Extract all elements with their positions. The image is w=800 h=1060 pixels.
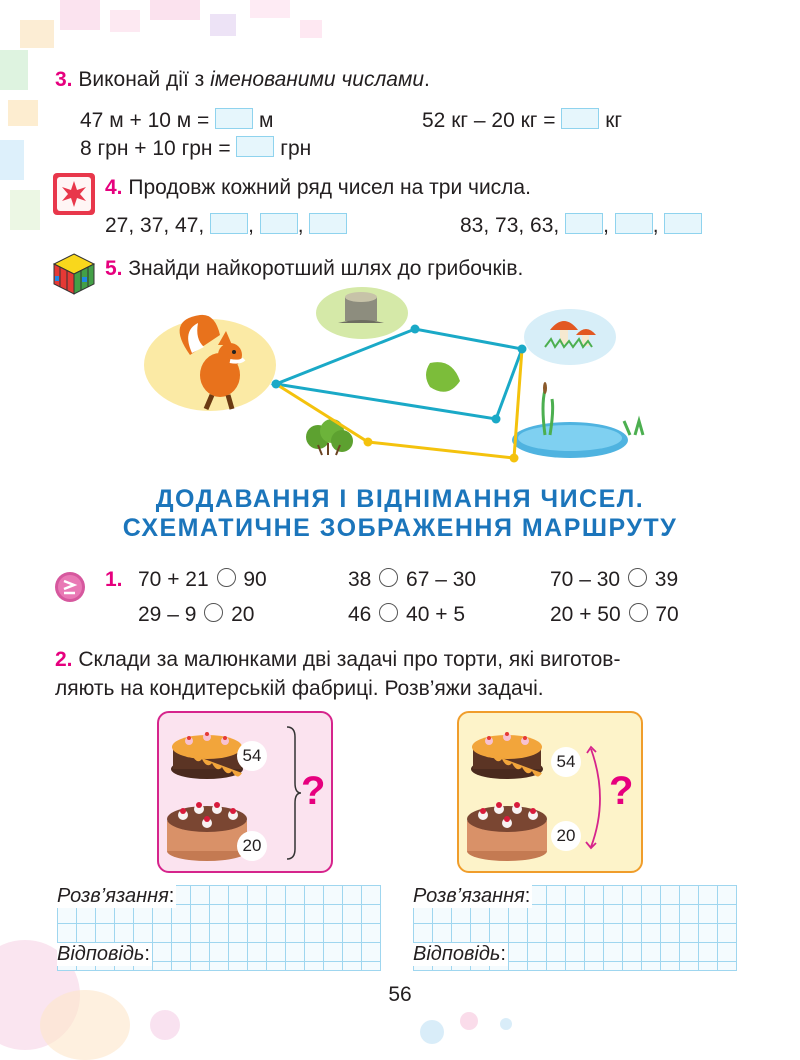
left-operand: 29 – 9 xyxy=(138,603,197,626)
answer-box[interactable] xyxy=(565,213,603,234)
left-operand: 70 – 30 xyxy=(550,568,621,591)
task5-title xyxy=(105,257,523,281)
task4-text: Продовж кожний ряд чисел на три числа. xyxy=(128,176,531,199)
task2-line1 xyxy=(55,648,620,672)
comma: , xyxy=(297,214,304,237)
answer-box[interactable] xyxy=(561,108,599,129)
compare-r2c3 xyxy=(550,603,679,627)
pond-icon xyxy=(512,382,643,458)
expression-text: 47 м + 10 м = xyxy=(80,109,210,132)
compare-r1c3 xyxy=(550,568,678,592)
right-operand: 20 xyxy=(231,603,255,626)
task3-expression-3 xyxy=(80,136,311,161)
answer-box[interactable] xyxy=(210,213,248,234)
compare-circle[interactable] xyxy=(379,568,398,587)
expression-text: 52 кг – 20 кг = xyxy=(422,109,556,132)
bush-icon xyxy=(306,419,353,455)
double-arrow-icon xyxy=(585,743,611,853)
answer-box[interactable] xyxy=(615,213,653,234)
compare-icon xyxy=(53,570,87,604)
left-operand: 20 + 50 xyxy=(550,603,621,626)
question-mark: ? xyxy=(609,769,634,813)
unit-label: м xyxy=(258,109,274,132)
answer-label: Відповідь: xyxy=(413,943,506,965)
task3-expression-2 xyxy=(422,108,622,133)
unit-label: грн xyxy=(280,137,312,160)
question-mark: ? xyxy=(301,769,326,813)
task5-text: Знайди найкоротший шлях до грибочків. xyxy=(128,257,524,280)
compare-number-label: 1. xyxy=(105,568,123,591)
left-operand: 46 xyxy=(348,603,372,626)
left-operand: 70 + 21 xyxy=(138,568,209,591)
solution-label: Розв’язання: xyxy=(413,885,531,907)
route-illustration xyxy=(130,285,670,475)
star-icon xyxy=(53,173,95,215)
comma: , xyxy=(603,214,609,237)
section-heading-line2: СХЕМАТИЧНЕ ЗОБРАЖЕННЯ МАРШРУТУ xyxy=(122,514,678,542)
cake-count-top: 54 xyxy=(551,747,581,777)
route-point xyxy=(510,454,519,463)
task4-number: 4. xyxy=(105,176,123,199)
section-heading-line1: ДОДАВАННЯ І ВІДНІМАННЯ ЧИСЕЛ. xyxy=(155,485,645,513)
cake-icon xyxy=(167,719,247,783)
route-point xyxy=(518,345,527,354)
task2-line2: ляють на кондитерській фабриці. Розв’яжи задачі. xyxy=(55,677,544,700)
answer-box[interactable] xyxy=(215,108,253,129)
corner-decoration-top xyxy=(0,0,340,60)
right-operand: 90 xyxy=(243,568,267,591)
rubik-cube-icon xyxy=(52,252,96,296)
solution-grid-left[interactable] xyxy=(57,885,381,971)
answer-box[interactable] xyxy=(260,213,298,234)
task4-sequence-1 xyxy=(105,213,347,238)
solution-label: Розв’язання: xyxy=(57,885,175,907)
task4-title xyxy=(105,176,531,200)
route-point xyxy=(272,380,281,389)
answer-label: Відповідь: xyxy=(57,943,150,965)
route-point xyxy=(364,438,373,447)
task3-number: 3. xyxy=(55,68,73,91)
cake-picture-right xyxy=(457,711,643,873)
compare-circle[interactable] xyxy=(379,603,398,622)
cake-icon xyxy=(463,789,551,863)
comma: , xyxy=(652,214,659,237)
route-point xyxy=(411,325,420,334)
unit-label: кг xyxy=(605,109,623,132)
answer-box[interactable] xyxy=(236,136,274,157)
cake-count-bottom: 20 xyxy=(237,831,267,861)
left-operand: 38 xyxy=(348,568,372,591)
compare-circle[interactable] xyxy=(629,603,648,622)
cake-count-top: 54 xyxy=(237,741,267,771)
brace-icon xyxy=(285,725,301,861)
task3-italic: іменованими числами xyxy=(210,68,425,91)
compare-circle[interactable] xyxy=(628,568,647,587)
compare-r1c2 xyxy=(348,568,476,592)
corner-decoration-left xyxy=(0,40,45,250)
task4-sequence-2 xyxy=(460,213,702,238)
answer-box[interactable] xyxy=(309,213,347,234)
sequence-text: 27, 37, 47, xyxy=(105,214,205,237)
task3-text: Виконай дії з xyxy=(78,68,211,91)
compare-r1c1 xyxy=(138,568,267,592)
right-operand: 39 xyxy=(654,568,679,591)
task5-number: 5. xyxy=(105,257,123,280)
mushroom-circle xyxy=(524,309,616,365)
solution-grid-right[interactable] xyxy=(413,885,737,971)
route-point xyxy=(492,415,501,424)
right-operand: 67 – 30 xyxy=(406,568,477,591)
task3-period: . xyxy=(424,68,430,91)
cake-picture-left xyxy=(157,711,333,873)
task2-number: 2. xyxy=(55,648,73,671)
compare-number xyxy=(105,568,123,592)
right-operand: 40 + 5 xyxy=(406,603,466,626)
expression-text: 8 грн + 10 грн = xyxy=(80,137,231,160)
compare-r2c1 xyxy=(138,603,254,627)
task3-title xyxy=(55,68,430,92)
compare-r2c2 xyxy=(348,603,465,627)
cake-icon xyxy=(467,719,547,783)
task2-text-1: Склади за малюнками дві задачі про торти, які виготов- xyxy=(78,648,621,671)
page-number: 56 xyxy=(388,983,412,1006)
comma: , xyxy=(248,214,254,237)
task3-expression-1 xyxy=(80,108,273,133)
cake-count-bottom: 20 xyxy=(551,821,581,851)
sequence-text: 83, 73, 63, xyxy=(460,214,560,237)
right-operand: 70 xyxy=(655,603,679,626)
answer-box[interactable] xyxy=(664,213,702,234)
leaf-icon xyxy=(426,362,460,392)
compare-circle[interactable] xyxy=(217,568,236,587)
compare-circle[interactable] xyxy=(204,603,223,622)
